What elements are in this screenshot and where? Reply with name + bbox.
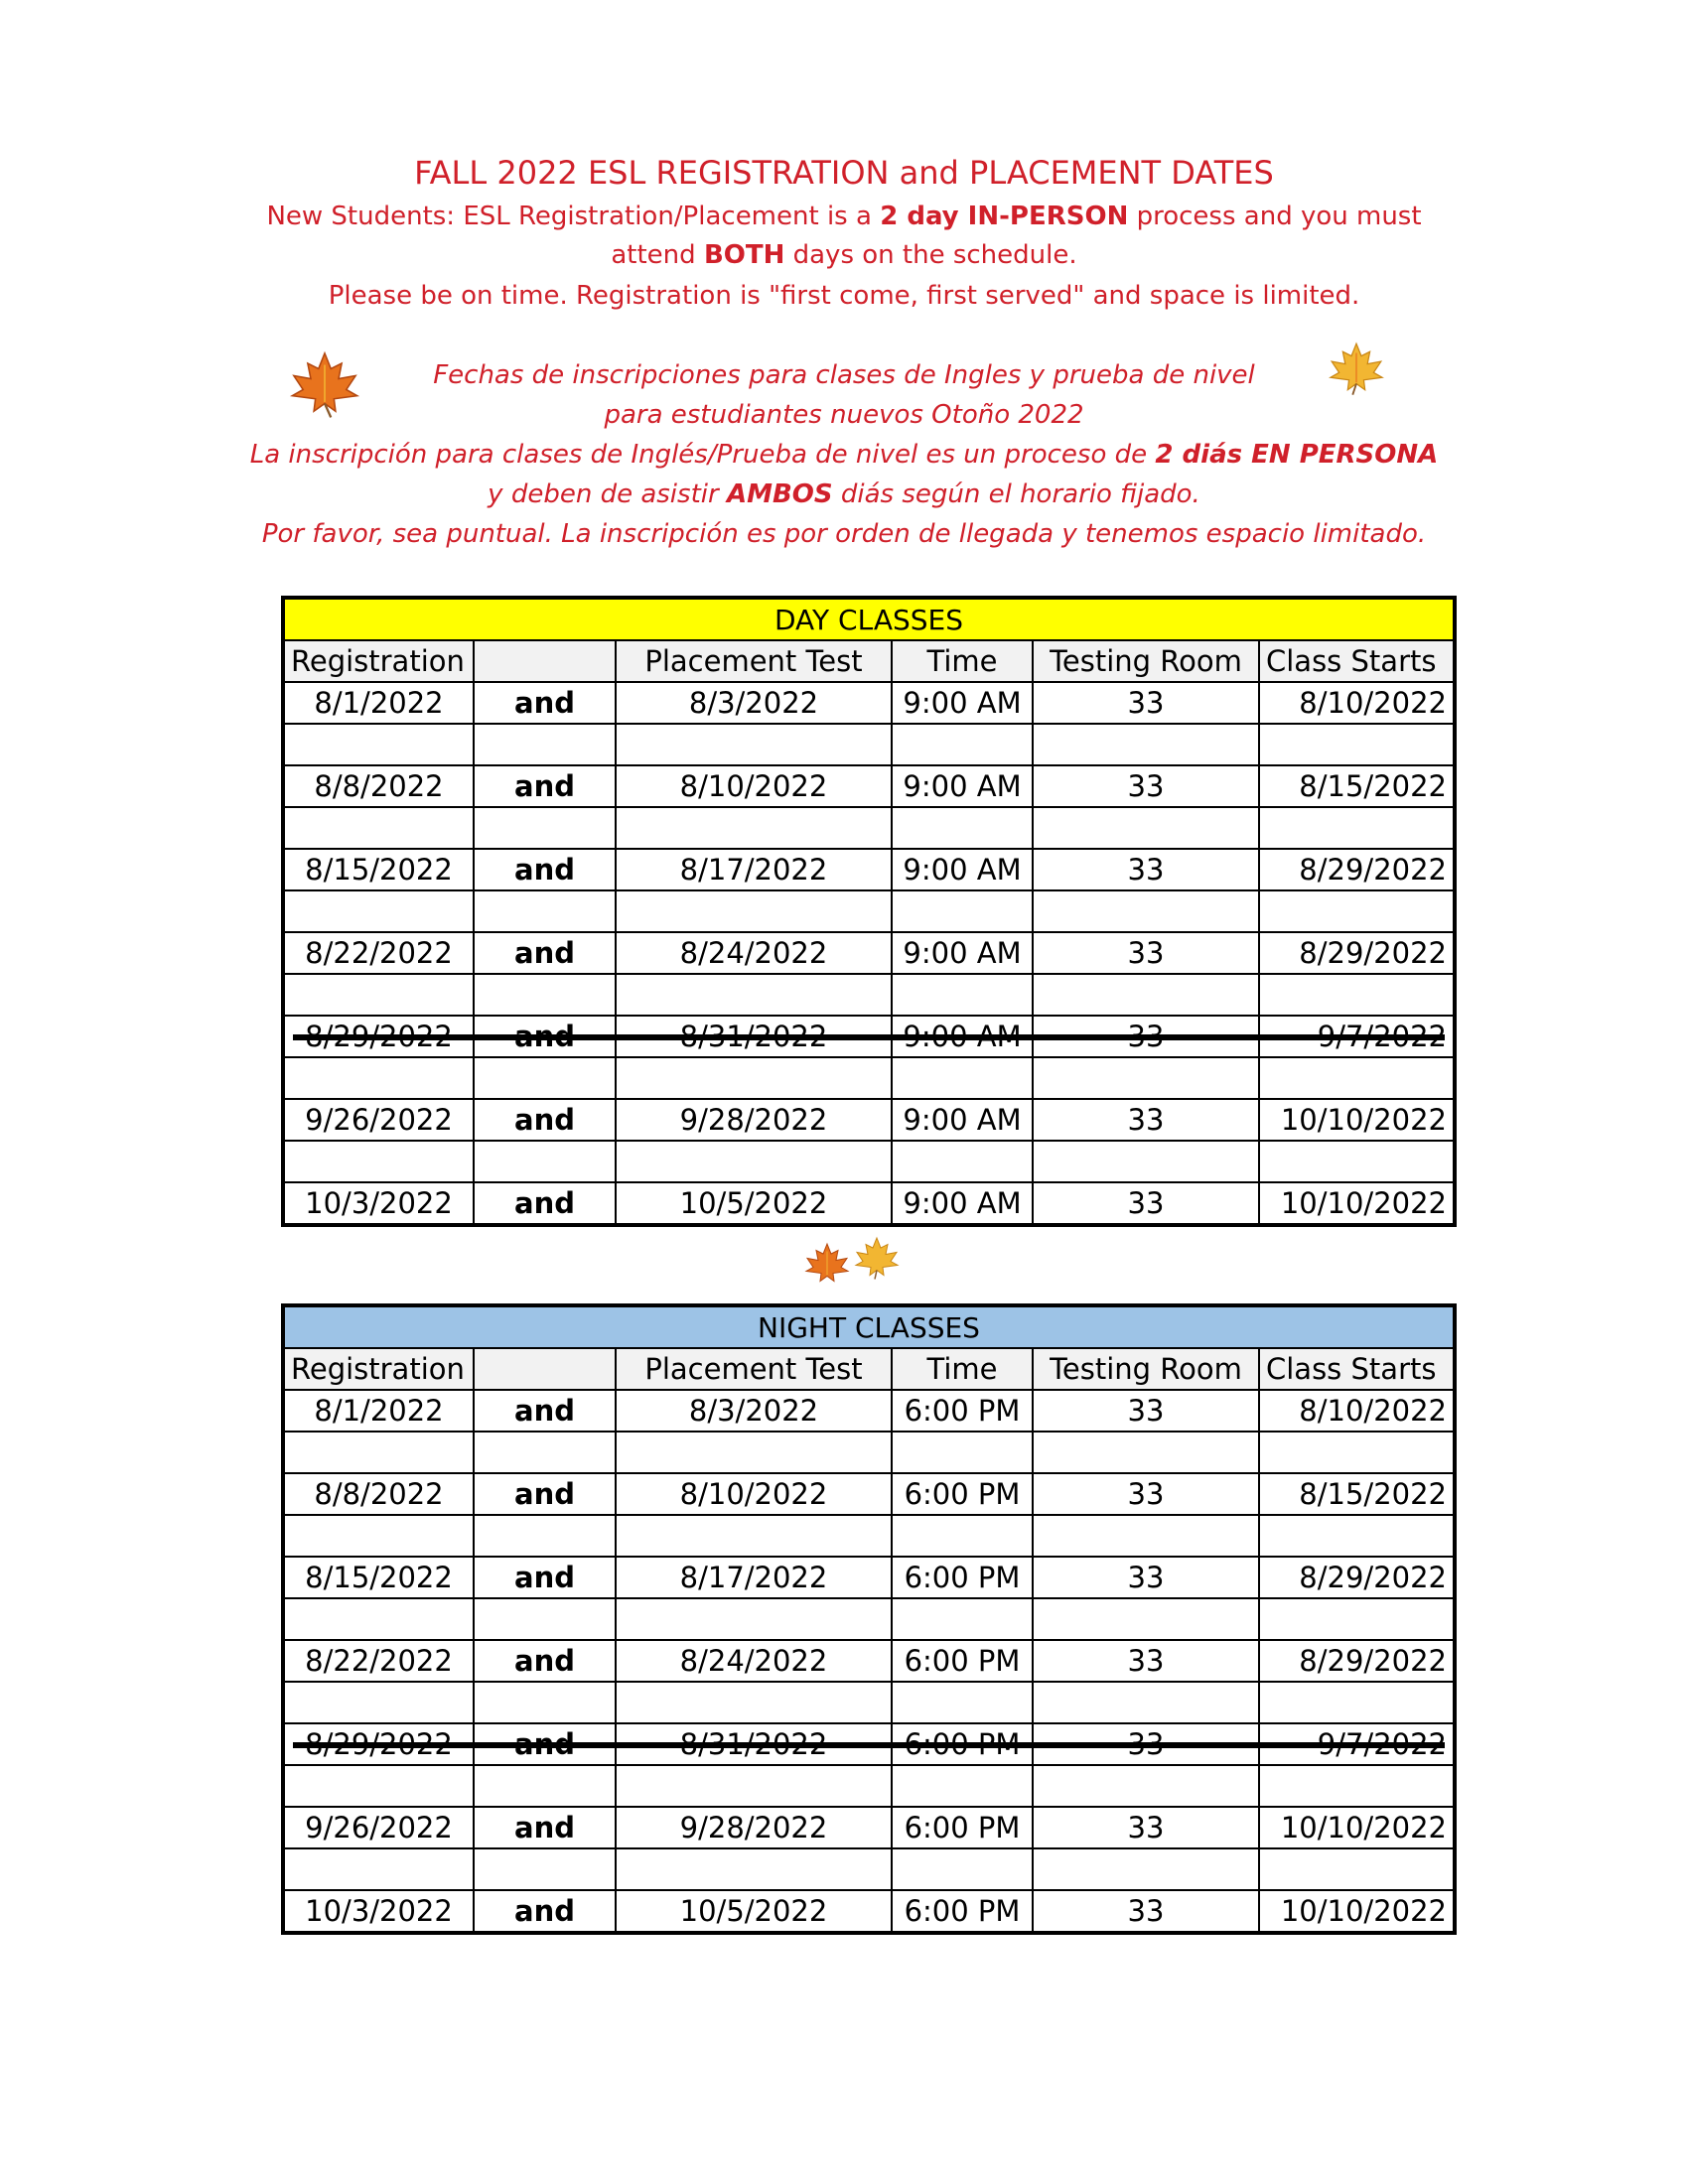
english-line-2-pre: attend: [611, 240, 704, 270]
empty-cell: [474, 1141, 616, 1182]
empty-cell: [616, 890, 892, 932]
day-classes-table: [281, 596, 1457, 1227]
empty-cell: [892, 1598, 1033, 1640]
test-time: 9:00 AM: [892, 1099, 1033, 1141]
empty-cell: [474, 807, 616, 849]
placement-test-date: 10/5/2022: [616, 1890, 892, 1931]
empty-cell: [474, 724, 616, 765]
placement-test-date: 8/10/2022: [616, 765, 892, 807]
empty-cell: [1259, 1432, 1453, 1473]
test-time: 9:00 AM: [892, 682, 1033, 724]
and-connector: and: [474, 1099, 616, 1141]
night-classes-banner: NIGHT CLASSES: [285, 1307, 1453, 1348]
empty-cell: [1033, 1765, 1259, 1807]
maple-leaf-icon: [802, 1239, 852, 1289]
spacer-row: [285, 724, 1453, 765]
empty-cell: [616, 1682, 892, 1723]
english-line-1-post: process and you must: [1128, 202, 1422, 231]
empty-cell: [285, 1057, 474, 1099]
empty-cell: [892, 807, 1033, 849]
testing-room: 33: [1033, 1473, 1259, 1515]
table-row: [285, 1807, 1453, 1848]
table-row: [285, 1390, 1453, 1432]
col-blank: [474, 640, 616, 682]
placement-test-date: 10/5/2022: [616, 1182, 892, 1223]
english-line-1-pre: New Students: ESL Registration/Placement is a: [266, 202, 881, 231]
night-classes-table: [281, 1303, 1457, 1935]
empty-cell: [474, 1432, 616, 1473]
placement-test-date: 9/28/2022: [616, 1099, 892, 1141]
col-registration: Registration: [285, 640, 474, 682]
placement-test-date: 8/24/2022: [616, 932, 892, 974]
and-connector: and: [474, 682, 616, 724]
registration-date: 8/22/2022: [285, 1640, 474, 1682]
registration-date: 8/1/2022: [285, 1390, 474, 1432]
col-placement-test: Placement Test: [616, 1348, 892, 1390]
day-rows: [285, 682, 1453, 1223]
placement-test-date: 8/17/2022: [616, 849, 892, 890]
empty-cell: [1033, 724, 1259, 765]
registration-date: 8/8/2022: [285, 1473, 474, 1515]
registration-date: 8/1/2022: [285, 682, 474, 724]
class-start-date: 8/15/2022: [1259, 765, 1453, 807]
testing-room: 33: [1033, 849, 1259, 890]
registration-date: 9/26/2022: [285, 1099, 474, 1141]
empty-cell: [1259, 807, 1453, 849]
empty-cell: [474, 1515, 616, 1557]
table-row: [285, 1182, 1453, 1223]
empty-cell: [1259, 724, 1453, 765]
placement-test-date: 9/28/2022: [616, 1807, 892, 1848]
empty-cell: [616, 1432, 892, 1473]
testing-room: 33: [1033, 932, 1259, 974]
table-row: [285, 1016, 1453, 1057]
empty-cell: [285, 1432, 474, 1473]
and-connector: and: [474, 1723, 616, 1765]
spanish-line-3-bold: 2 diás EN PERSONA: [1155, 440, 1439, 470]
spanish-line-4: [0, 479, 1688, 509]
empty-cell: [1033, 807, 1259, 849]
class-start-date: 8/29/2022: [1259, 932, 1453, 974]
test-time: 9:00 AM: [892, 1016, 1033, 1057]
class-start-date: 9/7/2022: [1259, 1723, 1453, 1765]
empty-cell: [616, 724, 892, 765]
english-line-1: [0, 202, 1688, 231]
empty-cell: [892, 974, 1033, 1016]
english-line-2-post: days on the schedule.: [784, 240, 1077, 270]
empty-cell: [892, 1057, 1033, 1099]
col-testing-room: Testing Room: [1033, 1348, 1259, 1390]
class-start-date: 10/10/2022: [1259, 1807, 1453, 1848]
empty-cell: [1033, 890, 1259, 932]
test-time: 9:00 AM: [892, 1182, 1033, 1223]
test-time: 9:00 AM: [892, 849, 1033, 890]
spacer-row: [285, 1682, 1453, 1723]
testing-room: 33: [1033, 1557, 1259, 1598]
testing-room: 33: [1033, 1723, 1259, 1765]
empty-cell: [474, 890, 616, 932]
col-registration: Registration: [285, 1348, 474, 1390]
test-time: 6:00 PM: [892, 1807, 1033, 1848]
empty-cell: [1033, 1848, 1259, 1890]
placement-test-date: 8/17/2022: [616, 1557, 892, 1598]
table-row: [285, 1640, 1453, 1682]
col-time: Time: [892, 1348, 1033, 1390]
table-row: [285, 1557, 1453, 1598]
test-time: 6:00 PM: [892, 1390, 1033, 1432]
day-classes-banner: DAY CLASSES: [285, 600, 1453, 640]
empty-cell: [892, 1765, 1033, 1807]
empty-cell: [1259, 890, 1453, 932]
empty-cell: [474, 1682, 616, 1723]
col-placement-test: Placement Test: [616, 640, 892, 682]
placement-test-date: 8/3/2022: [616, 1390, 892, 1432]
registration-date: 8/15/2022: [285, 1557, 474, 1598]
empty-cell: [474, 1057, 616, 1099]
empty-cell: [1259, 1598, 1453, 1640]
empty-cell: [892, 1432, 1033, 1473]
registration-date: 8/29/2022: [285, 1016, 474, 1057]
maple-leaf-icon: [286, 349, 363, 419]
table-row: [285, 1723, 1453, 1765]
table-row: [285, 849, 1453, 890]
empty-cell: [616, 1765, 892, 1807]
placement-test-date: 8/3/2022: [616, 682, 892, 724]
placement-test-date: 8/10/2022: [616, 1473, 892, 1515]
spacer-row: [285, 974, 1453, 1016]
class-start-date: 8/10/2022: [1259, 682, 1453, 724]
test-time: 6:00 PM: [892, 1640, 1033, 1682]
testing-room: 33: [1033, 1099, 1259, 1141]
maple-leaf-icon: [852, 1229, 902, 1287]
registration-date: 10/3/2022: [285, 1182, 474, 1223]
table-row: [285, 1890, 1453, 1931]
testing-room: 33: [1033, 1807, 1259, 1848]
testing-room: 33: [1033, 765, 1259, 807]
spanish-line-4-pre: y deben de asistir: [488, 479, 727, 509]
spacer-row: [285, 1848, 1453, 1890]
empty-cell: [474, 1598, 616, 1640]
empty-cell: [1259, 1682, 1453, 1723]
spanish-line-3: [0, 440, 1688, 470]
and-connector: and: [474, 932, 616, 974]
empty-cell: [616, 1848, 892, 1890]
english-line-2-bold: BOTH: [703, 240, 785, 270]
test-time: 9:00 AM: [892, 765, 1033, 807]
night-rows: [285, 1390, 1453, 1931]
spacer-row: [285, 890, 1453, 932]
testing-room: 33: [1033, 1182, 1259, 1223]
empty-cell: [474, 974, 616, 1016]
table-row: [285, 932, 1453, 974]
spacer-row: [285, 1598, 1453, 1640]
empty-cell: [285, 1682, 474, 1723]
and-connector: and: [474, 1890, 616, 1931]
test-time: 6:00 PM: [892, 1473, 1033, 1515]
spanish-line-4-post: diás según el horario fijado.: [832, 479, 1200, 509]
class-start-date: 10/10/2022: [1259, 1182, 1453, 1223]
empty-cell: [285, 724, 474, 765]
empty-cell: [285, 1515, 474, 1557]
testing-room: 33: [1033, 1640, 1259, 1682]
class-start-date: 10/10/2022: [1259, 1099, 1453, 1141]
class-start-date: 8/10/2022: [1259, 1390, 1453, 1432]
placement-test-date: 8/31/2022: [616, 1016, 892, 1057]
testing-room: 33: [1033, 1390, 1259, 1432]
empty-cell: [616, 974, 892, 1016]
and-connector: and: [474, 1640, 616, 1682]
day-column-headers: [285, 640, 1453, 682]
empty-cell: [474, 1765, 616, 1807]
empty-cell: [1033, 1141, 1259, 1182]
testing-room: 33: [1033, 1016, 1259, 1057]
empty-cell: [1259, 1515, 1453, 1557]
class-start-date: 8/29/2022: [1259, 1557, 1453, 1598]
empty-cell: [1033, 1515, 1259, 1557]
registration-date: 8/8/2022: [285, 765, 474, 807]
english-line-2: [0, 240, 1688, 270]
empty-cell: [616, 1141, 892, 1182]
empty-cell: [285, 890, 474, 932]
and-connector: and: [474, 1557, 616, 1598]
and-connector: and: [474, 1182, 616, 1223]
empty-cell: [616, 1057, 892, 1099]
empty-cell: [285, 807, 474, 849]
col-testing-room: Testing Room: [1033, 640, 1259, 682]
empty-cell: [892, 1515, 1033, 1557]
night-column-headers: [285, 1348, 1453, 1390]
testing-room: 33: [1033, 682, 1259, 724]
empty-cell: [285, 1141, 474, 1182]
empty-cell: [616, 1515, 892, 1557]
table-row: [285, 1473, 1453, 1515]
empty-cell: [892, 1141, 1033, 1182]
test-time: 6:00 PM: [892, 1557, 1033, 1598]
and-connector: and: [474, 1390, 616, 1432]
registration-date: 10/3/2022: [285, 1890, 474, 1931]
registration-date: 8/15/2022: [285, 849, 474, 890]
empty-cell: [616, 807, 892, 849]
and-connector: and: [474, 1473, 616, 1515]
spanish-line-1: Fechas de inscripciones para clases de Ingles y prueba de nivel: [433, 360, 1255, 390]
spanish-line-3-pre: La inscripción para clases de Inglés/Prueba de nivel es un proceso de: [249, 440, 1156, 470]
spanish-line-2: para estudiantes nuevos Otoño 2022: [604, 400, 1084, 430]
empty-cell: [285, 1765, 474, 1807]
table-row: [285, 682, 1453, 724]
table-row: [285, 1099, 1453, 1141]
table-row: [285, 765, 1453, 807]
class-start-date: 8/15/2022: [1259, 1473, 1453, 1515]
empty-cell: [1259, 1848, 1453, 1890]
empty-cell: [1259, 1141, 1453, 1182]
empty-cell: [474, 1848, 616, 1890]
placement-test-date: 8/31/2022: [616, 1723, 892, 1765]
spacer-row: [285, 1432, 1453, 1473]
and-connector: and: [474, 765, 616, 807]
empty-cell: [892, 724, 1033, 765]
spacer-row: [285, 1141, 1453, 1182]
and-connector: and: [474, 849, 616, 890]
spacer-row: [285, 1057, 1453, 1099]
empty-cell: [285, 1598, 474, 1640]
empty-cell: [1033, 1682, 1259, 1723]
empty-cell: [1033, 1057, 1259, 1099]
test-time: 6:00 PM: [892, 1890, 1033, 1931]
spacer-row: [285, 1765, 1453, 1807]
registration-date: 9/26/2022: [285, 1807, 474, 1848]
spanish-line-5: Por favor, sea puntual. La inscripción es por orden de llegada y tenemos espacio limitado.: [261, 519, 1427, 549]
class-start-date: 8/29/2022: [1259, 1640, 1453, 1682]
empty-cell: [1033, 1432, 1259, 1473]
empty-cell: [1033, 1598, 1259, 1640]
empty-cell: [285, 974, 474, 1016]
class-start-date: 9/7/2022: [1259, 1016, 1453, 1057]
english-line-1-bold: 2 day IN-PERSON: [880, 202, 1129, 231]
empty-cell: [1259, 1765, 1453, 1807]
maple-leaf-icon: [1326, 336, 1387, 401]
spanish-line-4-bold: AMBOS: [726, 479, 833, 509]
empty-cell: [892, 890, 1033, 932]
english-line-3: Please be on time. Registration is "first come, first served" and space is limited.: [328, 281, 1360, 311]
and-connector: and: [474, 1016, 616, 1057]
page-title: FALL 2022 ESL REGISTRATION and PLACEMENT DATES: [414, 154, 1274, 192]
test-time: 6:00 PM: [892, 1723, 1033, 1765]
placement-test-date: 8/24/2022: [616, 1640, 892, 1682]
and-connector: and: [474, 1807, 616, 1848]
empty-cell: [1259, 1057, 1453, 1099]
registration-date: 8/29/2022: [285, 1723, 474, 1765]
col-blank: [474, 1348, 616, 1390]
registration-date: 8/22/2022: [285, 932, 474, 974]
empty-cell: [1033, 974, 1259, 1016]
empty-cell: [616, 1598, 892, 1640]
empty-cell: [1259, 974, 1453, 1016]
col-time: Time: [892, 640, 1033, 682]
spacer-row: [285, 807, 1453, 849]
spacer-row: [285, 1515, 1453, 1557]
empty-cell: [892, 1682, 1033, 1723]
col-class-starts: Class Starts: [1259, 1348, 1453, 1390]
empty-cell: [892, 1848, 1033, 1890]
class-start-date: 10/10/2022: [1259, 1890, 1453, 1931]
class-start-date: 8/29/2022: [1259, 849, 1453, 890]
col-class-starts: Class Starts: [1259, 640, 1453, 682]
testing-room: 33: [1033, 1890, 1259, 1931]
empty-cell: [285, 1848, 474, 1890]
test-time: 9:00 AM: [892, 932, 1033, 974]
